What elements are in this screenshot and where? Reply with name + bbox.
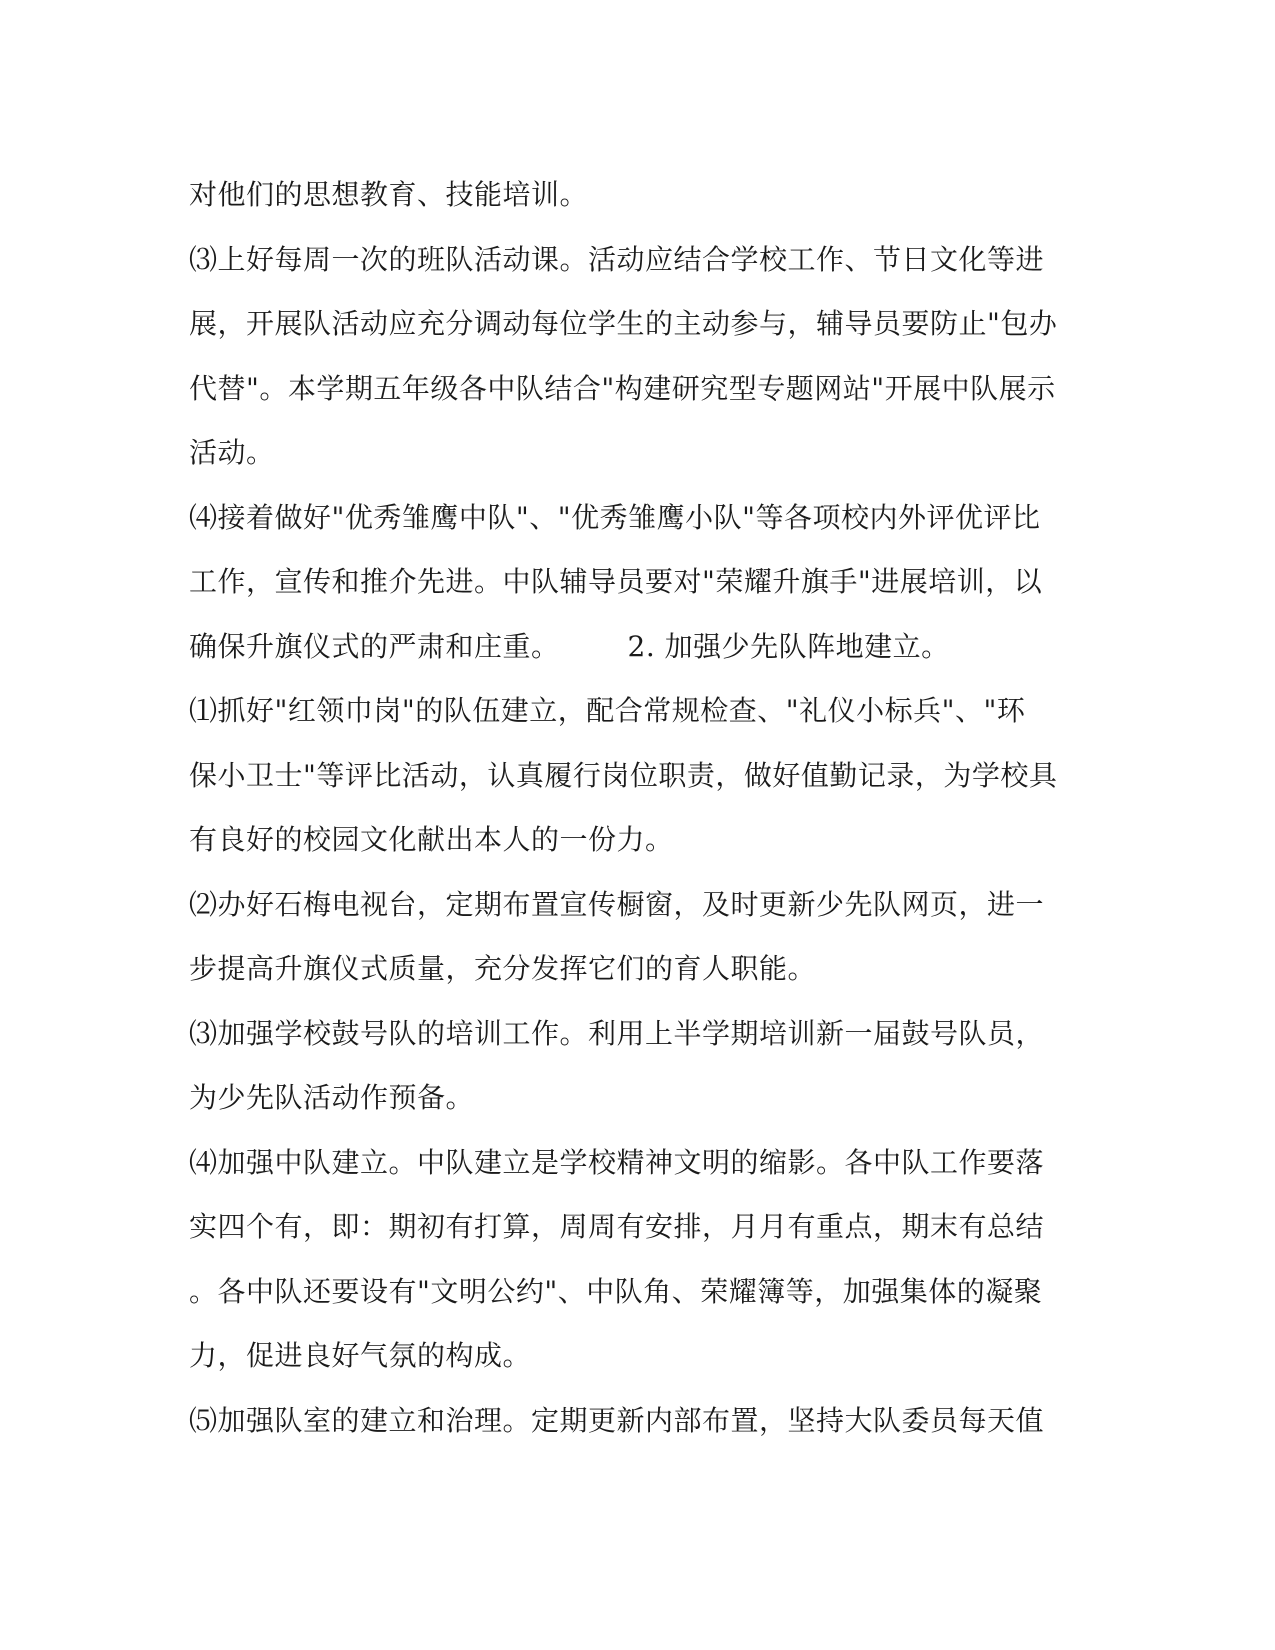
text-line: 力，促进良好气氛的构成。 (189, 1339, 532, 1372)
text-line: 确保升旗仪式的严肃和庄重。 (189, 629, 560, 663)
text-line: 步提高升旗仪式质量，充分发挥它们的育人职能。 (189, 952, 817, 985)
text-line: 实四个有，即：期初有打算，周周有安排，月月有重点，期末有总结 (189, 1210, 1045, 1243)
text-line: 对他们的思想教育、技能培训。 (189, 178, 589, 211)
text-line: 工作，宣传和推介先进。中队辅导员要对"荣耀升旗手"进展培训，以 (189, 565, 1043, 598)
text-line: ⑵办好石梅电视台，定期布置宣传橱窗，及时更新少先队网页，进一 (189, 887, 1045, 921)
text-line: 展，开展队活动应充分调动每位学生的主动参与，辅导员要防止"包办 (189, 307, 1058, 340)
text-line: 。各中队还要设有"文明公约"、中队角、荣耀簿等，加强集体的凝聚 (189, 1274, 1043, 1308)
text-line: 代替"。本学期五年级各中队结合"构建研究型专题网站"开展中队展示 (189, 371, 1056, 405)
text-line: ⑴抓好"红领巾岗"的队伍建立，配合常规检查、"礼仪小标兵"、"环 (189, 694, 1026, 727)
text-line: 有良好的校园文化献出本人的一份力。 (189, 823, 674, 856)
text-line: ⑷接着做好"优秀雏鹰中队"、"优秀雏鹰小队"等各项校内外评优评比 (189, 500, 1041, 534)
text-line: ⑶加强学校鼓号队的培训工作。利用上半学期培训新一届鼓号队员， (189, 1016, 1045, 1050)
body-text (189, 163, 1079, 1453)
text-line: 活动。 (189, 436, 275, 469)
text-line: 为少先队活动作预备。 (189, 1081, 475, 1114)
text-line: ⑸加强队室的建立和治理。定期更新内部布置，坚持大队委员每天值 (189, 1403, 1045, 1437)
section-heading: 2. 加强少先队阵地建立。 (627, 629, 950, 663)
text-line: 保小卫士"等评比活动，认真履行岗位职责，做好值勤记录，为学校具 (189, 758, 1058, 792)
text-line: ⑶上好每周一次的班队活动课。活动应结合学校工作、节日文化等进 (189, 242, 1045, 276)
text-line-with-heading (189, 615, 1079, 680)
text-line: ⑷加强中队建立。中队建立是学校精神文明的缩影。各中队工作要落 (189, 1145, 1045, 1179)
